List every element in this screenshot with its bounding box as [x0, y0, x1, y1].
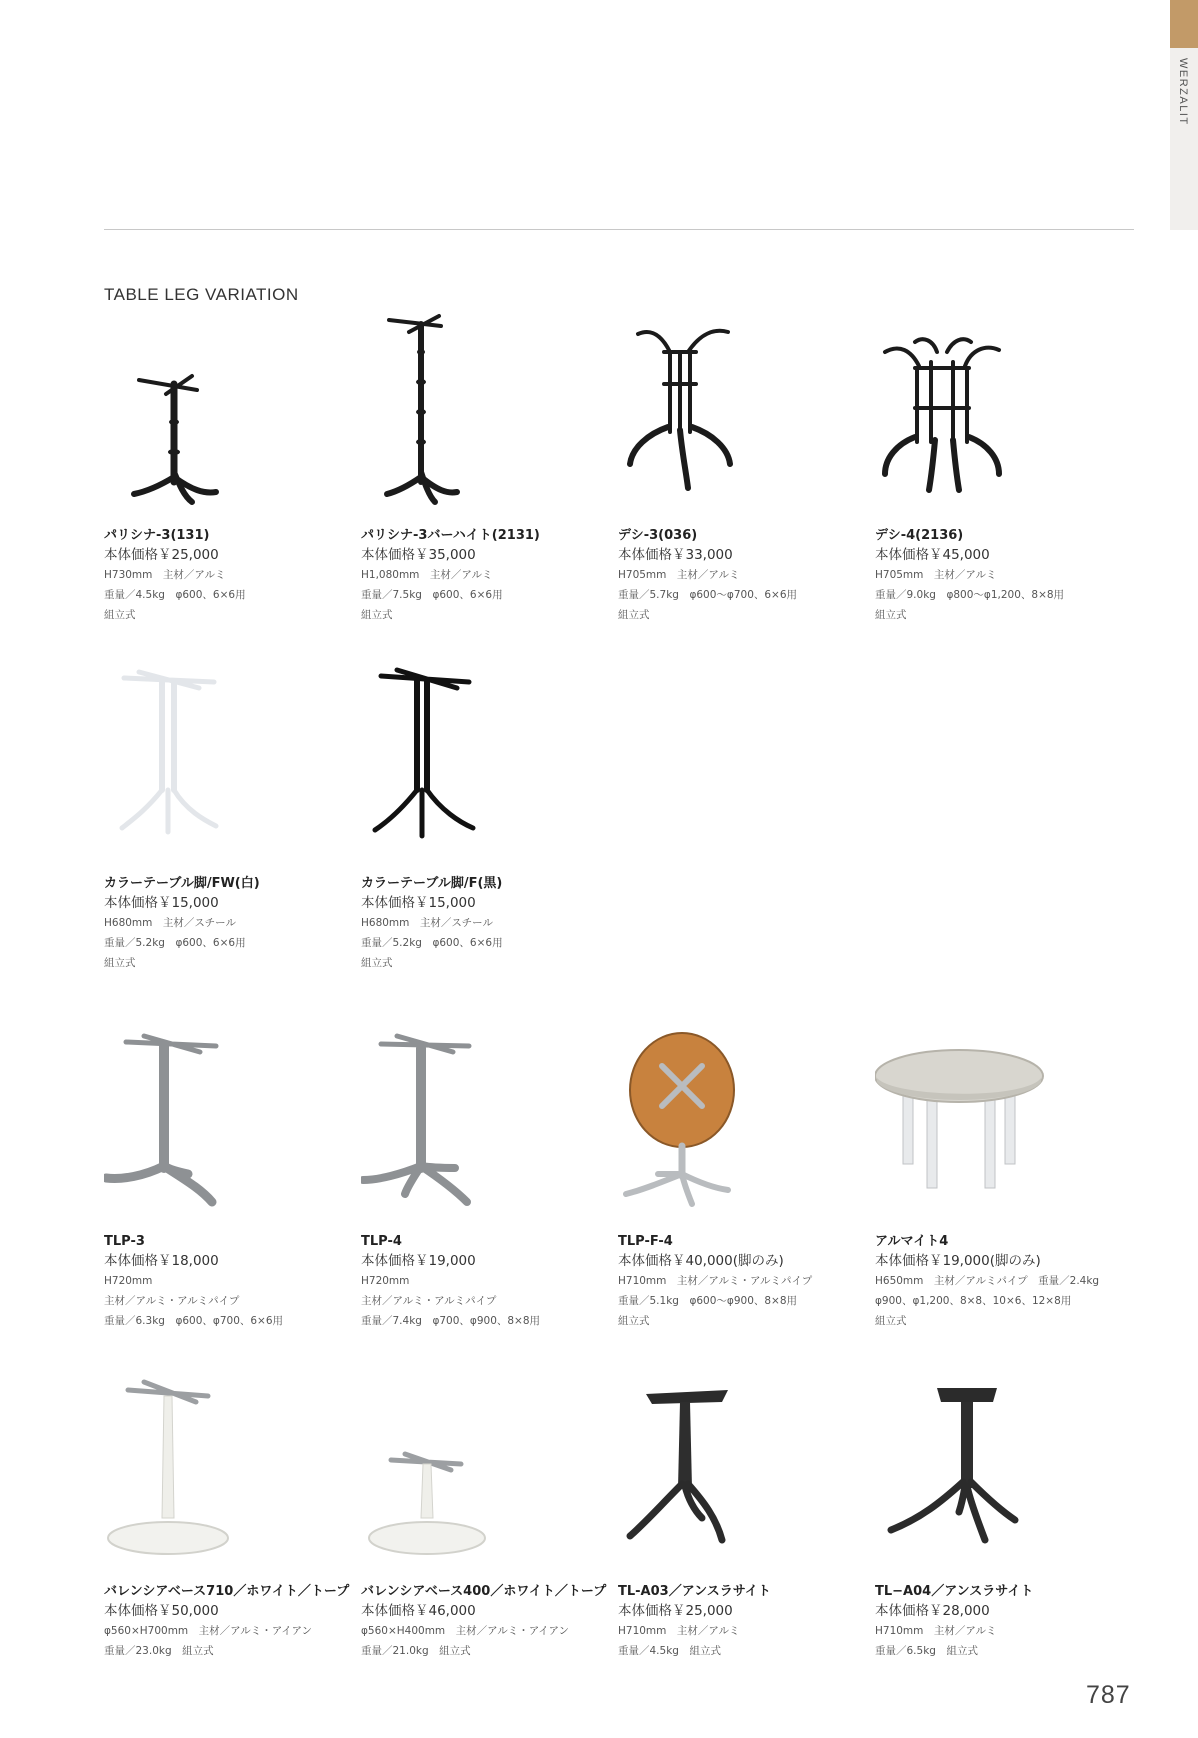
product-spec: 重量／5.7kg φ600〜φ700、6×6用 — [618, 589, 798, 601]
product-caption — [618, 526, 874, 625]
product-card — [361, 660, 617, 973]
product-image-tlp-3 — [104, 1018, 334, 1228]
product-spec: 重量／4.5kg φ600、6×6用 — [104, 589, 246, 601]
product-spec: 組立式 — [104, 609, 136, 621]
product-spec: 重量／5.1kg φ600〜φ900、8×8用 — [618, 1295, 798, 1307]
product-spec: φ560×H400mm 主材／アルミ・アイアン — [361, 1625, 570, 1637]
product-price: 本体価格￥46,000 — [361, 1603, 476, 1619]
product-spec: 主材／アルミ・アルミパイプ — [361, 1295, 497, 1307]
product-image-color-leg-black — [361, 660, 591, 870]
product-name: TLP-F-4 — [618, 1234, 673, 1249]
product-image-valencia-400 — [361, 1368, 591, 1578]
product-spec: H710mm 主材／アルミ — [618, 1625, 740, 1637]
product-price: 本体価格￥40,000(脚のみ) — [618, 1253, 784, 1269]
product-image-parisina-3-bar — [361, 312, 591, 522]
product-spec: H710mm 主材／アルミ — [875, 1625, 997, 1637]
product-price: 本体価格￥45,000 — [875, 547, 990, 563]
product-spec: 重量／9.0kg φ800〜φ1,200、8×8用 — [875, 589, 1065, 601]
product-caption — [104, 1582, 360, 1661]
product-price: 本体価格￥28,000 — [875, 1603, 990, 1619]
product-price: 本体価格￥33,000 — [618, 547, 733, 563]
side-index-tab — [1170, 0, 1198, 230]
product-card — [361, 1018, 617, 1331]
product-spec: 組立式 — [361, 609, 393, 621]
product-spec: 重量／5.2kg φ600、6×6用 — [104, 937, 246, 949]
product-name: カラーテーブル脚/FW(白) — [104, 876, 260, 891]
product-spec: 重量／6.3kg φ600、φ700、6×6用 — [104, 1315, 284, 1327]
page-number: 787 — [1086, 1681, 1131, 1709]
product-spec: H650mm 主材／アルミパイプ 重量／2.4kg — [875, 1275, 1100, 1287]
product-name: TL-A03／アンスラサイト — [618, 1584, 771, 1599]
product-image-desi-3 — [618, 312, 848, 522]
product-caption — [104, 1232, 360, 1331]
product-name: デシ-4(2136) — [875, 528, 964, 543]
product-image-tlp-f-4 — [618, 1018, 848, 1228]
product-image-tl-a04 — [875, 1368, 1105, 1578]
product-price: 本体価格￥50,000 — [104, 1603, 219, 1619]
product-caption — [875, 1232, 1131, 1331]
product-card — [875, 312, 1131, 625]
product-price: 本体価格￥19,000 — [361, 1253, 476, 1269]
product-caption — [875, 1582, 1131, 1661]
product-caption — [104, 874, 360, 973]
product-caption — [361, 1232, 617, 1331]
section-title: TABLE LEG VARIATION — [104, 285, 299, 304]
product-caption — [361, 1582, 617, 1661]
product-caption — [875, 526, 1131, 625]
side-tab-label: WERZALIT — [1177, 58, 1189, 126]
product-spec: 重量／7.4kg φ700、φ900、8×8用 — [361, 1315, 541, 1327]
product-name: TLP-4 — [361, 1234, 402, 1249]
side-tab-accent — [1170, 0, 1198, 48]
header-divider — [104, 229, 1134, 230]
product-card — [104, 312, 360, 625]
product-card — [618, 1368, 874, 1661]
product-card — [618, 312, 874, 625]
product-spec: 主材／アルミ・アルミパイプ — [104, 1295, 240, 1307]
product-spec: H705mm 主材／アルミ — [618, 569, 740, 581]
product-spec: 重量／4.5kg 組立式 — [618, 1645, 721, 1657]
product-image-tl-a03 — [618, 1368, 848, 1578]
product-spec: 重量／5.2kg φ600、6×6用 — [361, 937, 503, 949]
product-spec: 重量／23.0kg 組立式 — [104, 1645, 214, 1657]
product-spec: 重量／6.5kg 組立式 — [875, 1645, 978, 1657]
product-image-color-leg-white — [104, 660, 334, 870]
product-spec: H1,080mm 主材／アルミ — [361, 569, 493, 581]
product-spec: 組立式 — [875, 1315, 907, 1327]
product-name: バレンシアベース400／ホワイト／トープ — [361, 1584, 607, 1599]
product-card — [361, 312, 617, 625]
product-card — [104, 1368, 360, 1661]
product-name: バレンシアベース710／ホワイト／トープ — [104, 1584, 350, 1599]
product-image-desi-4 — [875, 312, 1105, 522]
product-card — [875, 1018, 1131, 1331]
product-name: デシ-3(036) — [618, 528, 698, 543]
product-card — [104, 660, 360, 973]
product-caption — [618, 1582, 874, 1661]
product-image-parisina-3 — [104, 312, 334, 522]
product-name: TLP-3 — [104, 1234, 145, 1249]
product-price: 本体価格￥25,000 — [618, 1603, 733, 1619]
product-card — [618, 1018, 874, 1331]
product-card — [875, 1368, 1131, 1661]
product-spec: 組立式 — [875, 609, 907, 621]
product-spec: 重量／7.5kg φ600、6×6用 — [361, 589, 503, 601]
product-spec: H720mm — [104, 1275, 153, 1287]
product-name: TL−A04／アンスラサイト — [875, 1584, 1034, 1599]
product-caption — [104, 526, 360, 625]
product-spec: 組立式 — [361, 957, 393, 969]
product-spec: H710mm 主材／アルミ・アルミパイプ — [618, 1275, 813, 1287]
product-name: パリシナ-3(131) — [104, 528, 210, 543]
product-name: カラーテーブル脚/F(黒) — [361, 876, 503, 891]
product-name: アルマイト4 — [875, 1234, 949, 1249]
product-price: 本体価格￥25,000 — [104, 547, 219, 563]
product-price: 本体価格￥15,000 — [104, 895, 219, 911]
product-price: 本体価格￥15,000 — [361, 895, 476, 911]
product-spec: 重量／21.0kg 組立式 — [361, 1645, 471, 1657]
product-spec: φ900、φ1,200、8×8、10×6、12×8用 — [875, 1295, 1072, 1307]
product-caption — [361, 526, 617, 625]
product-caption — [618, 1232, 874, 1331]
product-spec: H680mm 主材／スチール — [361, 917, 493, 929]
product-image-valencia-710 — [104, 1368, 334, 1578]
product-image-tlp-4 — [361, 1018, 591, 1228]
product-price: 本体価格￥18,000 — [104, 1253, 219, 1269]
product-spec: 組立式 — [104, 957, 136, 969]
product-price: 本体価格￥19,000(脚のみ) — [875, 1253, 1041, 1269]
product-spec: H730mm 主材／アルミ — [104, 569, 226, 581]
product-card — [361, 1368, 617, 1661]
product-card — [104, 1018, 360, 1331]
product-image-alumite-4 — [875, 1018, 1105, 1228]
product-spec: φ560×H700mm 主材／アルミ・アイアン — [104, 1625, 313, 1637]
product-caption — [361, 874, 617, 973]
product-spec: H705mm 主材／アルミ — [875, 569, 997, 581]
product-spec: 組立式 — [618, 1315, 650, 1327]
product-spec: 組立式 — [618, 609, 650, 621]
product-name: パリシナ-3バーハイト(2131) — [361, 528, 540, 543]
product-spec: H720mm — [361, 1275, 410, 1287]
product-spec: H680mm 主材／スチール — [104, 917, 236, 929]
product-price: 本体価格￥35,000 — [361, 547, 476, 563]
